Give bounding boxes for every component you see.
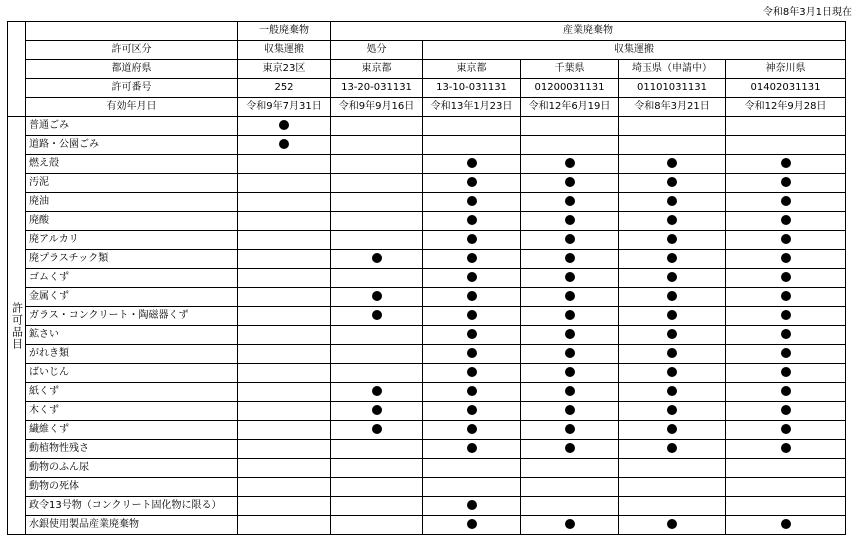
mark-cell <box>619 459 726 478</box>
permit-type-disposal: 処分 <box>331 41 423 60</box>
permitted-dot-icon <box>467 291 477 301</box>
mark-cell <box>238 383 331 402</box>
mark-cell <box>423 326 521 345</box>
permitted-dot-icon <box>565 215 575 225</box>
mark-cell <box>726 174 846 193</box>
permitted-dot-icon <box>467 310 477 320</box>
mark-cell <box>423 269 521 288</box>
permitted-dot-icon <box>279 120 289 130</box>
mark-cell <box>331 459 423 478</box>
mark-cell <box>726 117 846 136</box>
prefecture-cell: 東京都 <box>331 60 423 79</box>
mark-cell <box>619 212 726 231</box>
permitted-dot-icon <box>781 405 791 415</box>
mark-cell <box>331 136 423 155</box>
category-industrial: 産業廃棄物 <box>331 22 846 41</box>
mark-cell <box>726 136 846 155</box>
category-general: 一般廃棄物 <box>238 22 331 41</box>
mark-cell <box>521 269 619 288</box>
mark-cell <box>521 440 619 459</box>
mark-cell <box>619 516 726 535</box>
mark-cell <box>521 307 619 326</box>
mark-cell <box>619 288 726 307</box>
mark-cell <box>619 231 726 250</box>
permitted-dot-icon <box>467 234 477 244</box>
permitted-dot-icon <box>781 253 791 263</box>
permitted-dot-icon <box>667 215 677 225</box>
item-row <box>8 269 846 288</box>
item-name: 動物のふん尿 <box>26 459 238 478</box>
item-row <box>8 440 846 459</box>
permitted-dot-icon <box>565 253 575 263</box>
mark-cell <box>521 326 619 345</box>
mark-cell <box>726 307 846 326</box>
mark-cell <box>726 421 846 440</box>
permitted-dot-icon <box>467 386 477 396</box>
mark-cell <box>238 497 331 516</box>
mark-cell <box>619 364 726 383</box>
mark-cell <box>331 288 423 307</box>
mark-cell <box>238 117 331 136</box>
item-row <box>8 174 846 193</box>
mark-cell <box>331 193 423 212</box>
mark-cell <box>521 288 619 307</box>
mark-cell <box>238 155 331 174</box>
mark-cell <box>726 193 846 212</box>
permitted-dot-icon <box>565 234 575 244</box>
mark-cell <box>331 478 423 497</box>
mark-cell <box>238 516 331 535</box>
expiry-date-cell: 令和12年9月28日 <box>726 98 846 117</box>
mark-cell <box>521 117 619 136</box>
item-row <box>8 288 846 307</box>
mark-cell <box>331 212 423 231</box>
permitted-dot-icon <box>467 215 477 225</box>
item-row <box>8 478 846 497</box>
mark-cell <box>331 231 423 250</box>
prefecture-cell: 東京都 <box>423 60 521 79</box>
permitted-dot-icon <box>667 386 677 396</box>
mark-cell <box>726 459 846 478</box>
mark-cell <box>726 155 846 174</box>
permitted-dot-icon <box>467 367 477 377</box>
mark-cell <box>423 383 521 402</box>
mark-cell <box>423 440 521 459</box>
permitted-dot-icon <box>781 215 791 225</box>
permitted-dot-icon <box>467 348 477 358</box>
permitted-dot-icon <box>467 158 477 168</box>
permitted-dot-icon <box>667 310 677 320</box>
mark-cell <box>423 459 521 478</box>
item-name: 動物の死体 <box>26 478 238 497</box>
category-row <box>8 22 846 41</box>
permitted-dot-icon <box>667 158 677 168</box>
mark-cell <box>521 421 619 440</box>
mark-cell <box>521 383 619 402</box>
item-name: 木くず <box>26 402 238 421</box>
permitted-dot-icon <box>667 329 677 339</box>
item-name: がれき類 <box>26 345 238 364</box>
mark-cell <box>331 516 423 535</box>
mark-cell <box>726 212 846 231</box>
permitted-dot-icon <box>467 177 477 187</box>
permitted-dot-icon <box>667 234 677 244</box>
mark-cell <box>726 478 846 497</box>
item-name: 廃油 <box>26 193 238 212</box>
permitted-dot-icon <box>372 386 382 396</box>
item-row <box>8 193 846 212</box>
mark-cell <box>331 364 423 383</box>
permitted-dot-icon <box>667 367 677 377</box>
permitted-dot-icon <box>467 272 477 282</box>
item-name: 金属くず <box>26 288 238 307</box>
permitted-dot-icon <box>781 291 791 301</box>
mark-cell <box>423 231 521 250</box>
item-name: 廃アルカリ <box>26 231 238 250</box>
mark-cell <box>238 212 331 231</box>
permit-table <box>7 21 846 535</box>
permitted-dot-icon <box>781 443 791 453</box>
item-name: ガラス・コンクリート・陶磁器くず <box>26 307 238 326</box>
item-name: 普通ごみ <box>26 117 238 136</box>
mark-cell <box>331 497 423 516</box>
permitted-dot-icon <box>565 367 575 377</box>
mark-cell <box>726 345 846 364</box>
prefecture-cell: 千葉県 <box>521 60 619 79</box>
item-row <box>8 459 846 478</box>
permitted-dot-icon <box>372 310 382 320</box>
mark-cell <box>238 231 331 250</box>
item-name: 水銀使用製品産業廃棄物 <box>26 516 238 535</box>
row-label-expiry: 有効年月日 <box>26 98 238 117</box>
mark-cell <box>238 193 331 212</box>
permitted-dot-icon <box>781 234 791 244</box>
mark-cell <box>726 383 846 402</box>
mark-cell <box>726 497 846 516</box>
item-row <box>8 326 846 345</box>
mark-cell <box>521 516 619 535</box>
permitted-dot-icon <box>781 177 791 187</box>
permitted-dot-icon <box>667 443 677 453</box>
permitted-dot-icon <box>781 424 791 434</box>
permitted-dot-icon <box>565 310 575 320</box>
mark-cell <box>726 364 846 383</box>
mark-cell <box>423 212 521 231</box>
permitted-dot-icon <box>565 329 575 339</box>
item-name: 廃プラスチック類 <box>26 250 238 269</box>
expiry-date-cell: 令和9年7月31日 <box>238 98 331 117</box>
permitted-dot-icon <box>781 386 791 396</box>
permitted-dot-icon <box>781 272 791 282</box>
mark-cell <box>423 402 521 421</box>
mark-cell <box>331 250 423 269</box>
mark-cell <box>238 326 331 345</box>
item-row <box>8 231 846 250</box>
permitted-dot-icon <box>565 158 575 168</box>
mark-cell <box>726 269 846 288</box>
permitted-dot-icon <box>467 443 477 453</box>
mark-cell <box>726 516 846 535</box>
header-row-permit-type <box>8 41 846 60</box>
permitted-dot-icon <box>565 405 575 415</box>
permitted-dot-icon <box>372 405 382 415</box>
mark-cell <box>619 174 726 193</box>
mark-cell <box>238 421 331 440</box>
permitted-dot-icon <box>667 519 677 529</box>
mark-cell <box>331 345 423 364</box>
permitted-dot-icon <box>467 405 477 415</box>
mark-cell <box>423 364 521 383</box>
mark-cell <box>521 136 619 155</box>
permitted-dot-icon <box>565 424 575 434</box>
row-label-permit-number: 許可番号 <box>26 79 238 98</box>
mark-cell <box>238 459 331 478</box>
side-label: 許可品目 <box>8 117 26 535</box>
header-row-prefecture <box>8 60 846 79</box>
mark-cell <box>331 383 423 402</box>
item-row <box>8 212 846 231</box>
permitted-dot-icon <box>372 291 382 301</box>
row-label-permit-type: 許可区分 <box>26 41 238 60</box>
mark-cell <box>331 402 423 421</box>
item-row <box>8 364 846 383</box>
mark-cell <box>423 174 521 193</box>
mark-cell <box>521 402 619 421</box>
mark-cell <box>331 117 423 136</box>
item-row <box>8 307 846 326</box>
mark-cell <box>331 326 423 345</box>
permitted-dot-icon <box>781 519 791 529</box>
item-name: 動植物性残さ <box>26 440 238 459</box>
permitted-dot-icon <box>565 386 575 396</box>
mark-cell <box>238 402 331 421</box>
mark-cell <box>619 155 726 174</box>
mark-cell <box>238 288 331 307</box>
mark-cell <box>238 136 331 155</box>
item-row <box>8 497 846 516</box>
permitted-dot-icon <box>467 253 477 263</box>
side-blank-cell <box>8 22 26 117</box>
permitted-dot-icon <box>565 291 575 301</box>
mark-cell <box>726 402 846 421</box>
mark-cell <box>619 307 726 326</box>
permitted-dot-icon <box>372 424 382 434</box>
mark-cell <box>238 307 331 326</box>
mark-cell <box>619 193 726 212</box>
mark-cell <box>423 193 521 212</box>
permitted-dot-icon <box>667 348 677 358</box>
mark-cell <box>331 440 423 459</box>
mark-cell <box>423 250 521 269</box>
permitted-dot-icon <box>781 348 791 358</box>
permitted-dot-icon <box>667 291 677 301</box>
mark-cell <box>331 269 423 288</box>
item-row <box>8 155 846 174</box>
item-row <box>8 383 846 402</box>
permitted-dot-icon <box>667 405 677 415</box>
permit-type-industrial-transport: 収集運搬 <box>423 41 846 60</box>
permitted-dot-icon <box>667 177 677 187</box>
item-row <box>8 136 846 155</box>
permit-number-cell: 01402031131 <box>726 79 846 98</box>
permitted-dot-icon <box>781 367 791 377</box>
mark-cell <box>331 307 423 326</box>
item-row <box>8 402 846 421</box>
mark-cell <box>619 117 726 136</box>
mark-cell <box>238 478 331 497</box>
item-name: 廃酸 <box>26 212 238 231</box>
mark-cell <box>619 497 726 516</box>
expiry-date-cell: 令和12年6月19日 <box>521 98 619 117</box>
permitted-dot-icon <box>565 196 575 206</box>
mark-cell <box>521 231 619 250</box>
mark-cell <box>521 193 619 212</box>
permitted-dot-icon <box>279 139 289 149</box>
item-name: 汚泥 <box>26 174 238 193</box>
mark-cell <box>521 155 619 174</box>
expiry-date-cell: 令和13年1月23日 <box>423 98 521 117</box>
permitted-dot-icon <box>372 253 382 263</box>
mark-cell <box>619 383 726 402</box>
permit-number-cell: 252 <box>238 79 331 98</box>
mark-cell <box>423 288 521 307</box>
item-name: 燃え殻 <box>26 155 238 174</box>
permit-type-general: 収集運搬 <box>238 41 331 60</box>
mark-cell <box>521 345 619 364</box>
mark-cell <box>423 155 521 174</box>
mark-cell <box>521 212 619 231</box>
mark-cell <box>238 345 331 364</box>
mark-cell <box>521 497 619 516</box>
permitted-dot-icon <box>781 158 791 168</box>
item-row <box>8 250 846 269</box>
mark-cell <box>331 155 423 174</box>
item-row <box>8 421 846 440</box>
permitted-dot-icon <box>467 424 477 434</box>
permitted-dot-icon <box>467 500 477 510</box>
mark-cell <box>238 250 331 269</box>
permitted-dot-icon <box>781 329 791 339</box>
row-label-prefecture: 都道府県 <box>26 60 238 79</box>
permit-number-cell: 13-20-031131 <box>331 79 423 98</box>
mark-cell <box>619 269 726 288</box>
mark-cell <box>331 421 423 440</box>
permitted-dot-icon <box>565 177 575 187</box>
mark-cell <box>423 345 521 364</box>
permitted-dot-icon <box>565 348 575 358</box>
permitted-dot-icon <box>565 443 575 453</box>
item-name: 紙くず <box>26 383 238 402</box>
permit-number-cell: 13-10-031131 <box>423 79 521 98</box>
header-row-expiry <box>8 98 846 117</box>
expiry-date-cell: 令和9年9月16日 <box>331 98 423 117</box>
as-of-date: 令和8年3月1日現在 <box>762 7 852 18</box>
mark-cell <box>619 326 726 345</box>
item-name: 鉱さい <box>26 326 238 345</box>
permitted-dot-icon <box>667 272 677 282</box>
prefecture-cell: 埼玉県（申請中） <box>619 60 726 79</box>
item-row <box>8 117 846 136</box>
mark-cell <box>423 421 521 440</box>
mark-cell <box>619 136 726 155</box>
mark-cell <box>619 345 726 364</box>
item-name: 政令13号物（コンクリート固化物に限る） <box>26 497 238 516</box>
mark-cell <box>423 136 521 155</box>
mark-cell <box>726 326 846 345</box>
mark-cell <box>619 402 726 421</box>
mark-cell <box>238 174 331 193</box>
mark-cell <box>521 364 619 383</box>
mark-cell <box>726 440 846 459</box>
mark-cell <box>726 288 846 307</box>
permitted-dot-icon <box>467 196 477 206</box>
mark-cell <box>726 231 846 250</box>
mark-cell <box>238 440 331 459</box>
mark-cell <box>423 307 521 326</box>
permitted-dot-icon <box>667 424 677 434</box>
mark-cell <box>619 250 726 269</box>
item-name: 道路・公園ごみ <box>26 136 238 155</box>
item-row <box>8 516 846 535</box>
header-row-permit-number <box>8 79 846 98</box>
permitted-dot-icon <box>781 196 791 206</box>
mark-cell <box>423 497 521 516</box>
permitted-dot-icon <box>565 519 575 529</box>
permit-number-cell: 01200031131 <box>521 79 619 98</box>
mark-cell <box>521 174 619 193</box>
expiry-date-cell: 令和8年3月21日 <box>619 98 726 117</box>
permitted-dot-icon <box>467 329 477 339</box>
item-row <box>8 345 846 364</box>
prefecture-cell: 神奈川県 <box>726 60 846 79</box>
mark-cell <box>619 421 726 440</box>
mark-cell <box>521 250 619 269</box>
mark-cell <box>619 440 726 459</box>
mark-cell <box>238 364 331 383</box>
mark-cell <box>521 459 619 478</box>
mark-cell <box>238 269 331 288</box>
item-name: ばいじん <box>26 364 238 383</box>
permit-number-cell: 01101031131 <box>619 79 726 98</box>
permitted-dot-icon <box>565 272 575 282</box>
category-blank-cell <box>26 22 238 41</box>
mark-cell <box>521 478 619 497</box>
item-name: ゴムくず <box>26 269 238 288</box>
mark-cell <box>423 117 521 136</box>
permitted-dot-icon <box>781 310 791 320</box>
mark-cell <box>423 516 521 535</box>
mark-cell <box>726 250 846 269</box>
permitted-dot-icon <box>667 253 677 263</box>
item-name: 繊維くず <box>26 421 238 440</box>
mark-cell <box>423 478 521 497</box>
mark-cell <box>331 174 423 193</box>
permitted-dot-icon <box>467 519 477 529</box>
permitted-dot-icon <box>667 196 677 206</box>
mark-cell <box>619 478 726 497</box>
prefecture-cell: 東京23区 <box>238 60 331 79</box>
